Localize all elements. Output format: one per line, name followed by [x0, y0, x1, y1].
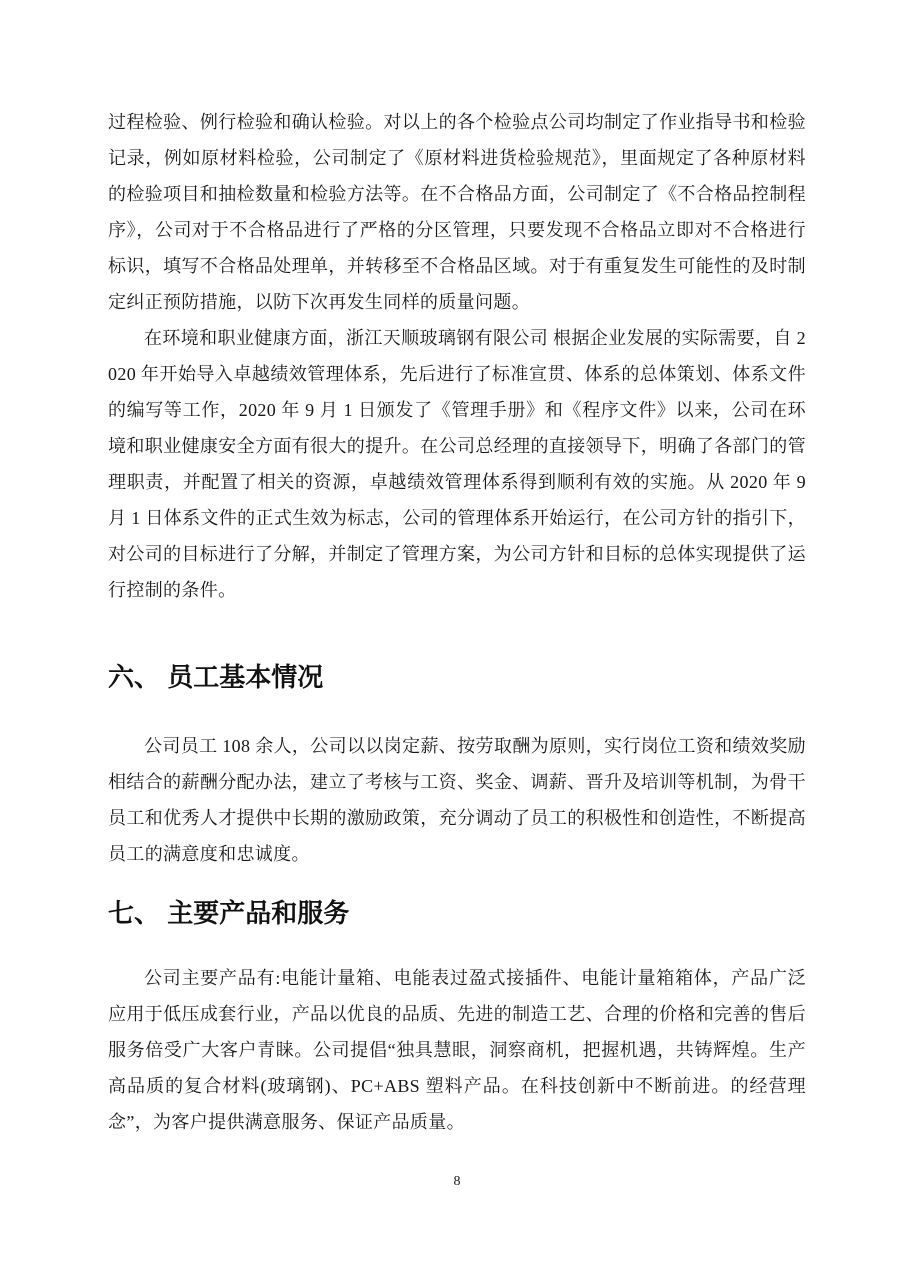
- paragraph-products-services: 公司主要产品有:电能计量箱、电能表过盈式接插件、电能计量箱箱体，产品广泛应用于低压成套行业，产品以优良的品质、先进的制造工艺、合理的价格和完善的售后服务倍受广大客户青睐。公司提倡“独具慧眼，洞察商机，把握机遇，共铸辉煌。生产高品质的复合材料(玻璃钢)、PC+ABS 塑料产品。在科技创新中不断前进。的经营理念”，为客户提供满意服务、保证产品质量。: [108, 968, 806, 1132]
- document-content: [108, 104, 806, 1140]
- paragraph-quality-inspection: 过程检验、例行检验和确认检验。对以上的各个检验点公司均制定了作业指导书和检验记录，例如原材料检验，公司制定了《原材料进货检验规范》，里面规定了各种原材料的检验项目和抽检数量和检验方法等。在不合格品方面，公司制定了《不合格品控制程序》，公司对于不合格品进行了严格的分区管理，只要发现不合格品立即对不合格进行标识，填写不合格品处理单，并转移至不合格品区域。对于有重复发生可能性的及时制定纠正预防措施，以防下次再发生同样的质量问题。: [108, 112, 806, 312]
- heading-employee-basic-info: 六、 员工基本情况: [108, 662, 324, 692]
- page-footer: [108, 1172, 806, 1192]
- page-number: 8: [453, 1174, 461, 1189]
- heading-main-products-services: 七、 主要产品和服务: [108, 898, 350, 928]
- paragraph-employee-info: 公司员工 108 余人，公司以以岗定薪、按劳取酬为原则，实行岗位工资和绩效奖励相结合的薪酬分配办法，建立了考核与工资、奖金、调薪、晋升及培训等机制，为骨干员工和优秀人才提供中长期的激励政策，充分调动了员工的积极性和创造性，不断提高员工的满意度和忠诚度。: [108, 736, 806, 864]
- paragraph-environment-health: 在环境和职业健康方面，浙江天顺玻璃钢有限公司 根据企业发展的实际需要，自 2020 年开始导入卓越绩效管理体系，先后进行了标准宣贯、体系的总体策划、体系文件的编写等工作，2020 年 9 月 1 日颁发了《管理手册》和《程序文件》以来，公司在环境和职业健康安全方面有很大的提升。在公司总经理的直接领导下，明确了各部门的管理职责，并配置了相关的资源，卓越绩效管理体系得到顺利有效的实施。从 2020 年 9 月 1 日体系文件的正式生效为标志，公司的管理体系开始运行，在公司方针的指引下，对公司的目标进行了分解，并制定了管理方案，为公司方针和目标的总体实现提供了运行控制的条件。: [108, 328, 806, 600]
